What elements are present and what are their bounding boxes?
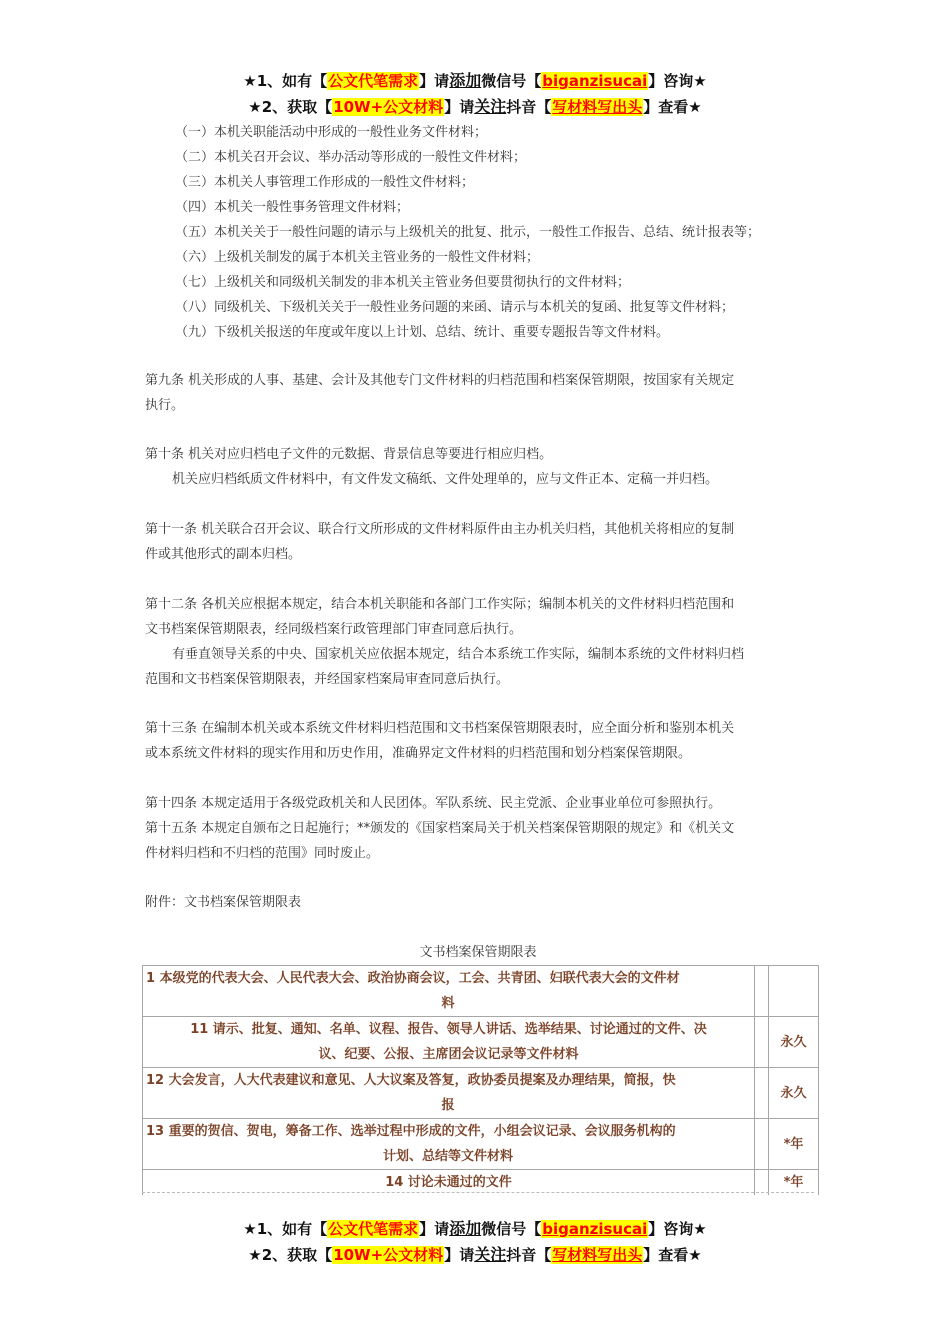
promo-highlight: 10W+公文材料 [333,1246,444,1264]
table-cell-period: *年 [769,1170,819,1196]
table-cell-period: *年 [769,1119,819,1170]
table-cell-content: 1 本级党的代表大会、人民代表大会、政治协商会议，工会、共青团、妇联代表大会的文件材 料 [143,966,755,1017]
list-item: （三）本机关人事管理工作形成的一般性文件材料； [175,175,475,190]
article-13: 第十三条 在编制本机关或本系统文件材料归档范围和文书档案保管期限表时，应全面分析和鉴别本机关 或本系统文件材料的现实作用和历史作用，准确界定文件材料的归档范围和划分档案保管期限。 [145,721,735,761]
page-break-divider [142,1192,814,1193]
article-14-15: 第十四条 本规定适用于各级党政机关和人民团体。军队系统、民主党派、企业事业单位可参照执行。 第十五条 本规定自颁布之日起施行；**颁发的《国家档案局关于机关档案保管期限的规定》和《机关文 件材料归档和不归档的范围》同时废止。 [145,796,735,861]
promo-banner-bottom [0,1216,950,1268]
promo-highlight: 10W+公文材料 [333,98,444,116]
table-cell-content: 11 请示、批复、通知、名单、议程、报告、领导人讲话、选举结果、讨论通过的文件、决 议、纪要、公报、主席团会议记录等文件材料 [143,1017,755,1068]
promo-underlined-text: 添加 [449,71,482,90]
table-row [143,966,819,1017]
list-item: （六）上级机关制发的属于本机关主管业务的一般性文件材料； [175,250,540,265]
promo-underlined-text: 关注 [474,97,507,116]
list-item: （四）本机关一般性事务管理文件材料； [175,200,410,215]
article-10: 第十条 机关对应归档电子文件的元数据、背景信息等要进行相应归档。 机关应归档纸质文件材料中，有文件发文稿纸、文件处理单的，应与文件正本、定稿一并归档。 [145,447,719,487]
list-item: （五）本机关关于一般性问题的请示与上级机关的批复、批示，一般性工作报告、总结、统计报表等； [175,225,761,240]
wechat-id: biganzisucai [542,1220,648,1238]
promo-underlined-text: 添加 [449,1219,482,1238]
table-row [143,1119,819,1170]
promo-line-2: ★2、获取【10W+公文材料】请关注抖音【写材料写出头】查看★ [248,97,702,116]
table-cell-blank [755,1017,769,1068]
douyin-account: 写材料写出头 [552,1246,643,1264]
list-item: （一）本机关职能活动中形成的一般性业务文件材料； [175,125,488,140]
list-item: （九）下级机关报送的年度或年度以上计划、总结、统计、重要专题报告等文件材料。 [175,325,670,340]
archive-scope-list [175,120,760,345]
table-title: 文书档案保管期限表 [419,945,537,960]
table-row [143,1017,819,1068]
table-cell-period: 永久 [769,1017,819,1068]
table-cell-blank [755,1068,769,1119]
promo-highlight: 公文代笔需求 [328,72,419,90]
table-cell-period: 永久 [769,1068,819,1119]
list-item: （八）同级机关、下级机关关于一般性业务问题的来函、请示与本机关的复函、批复等文件材料； [175,300,735,315]
table-row [143,1068,819,1119]
promo-underlined-text: 关注 [474,1245,507,1264]
table-cell-period [769,966,819,1017]
table-cell-content: 13 重要的贺信、贺电，筹备工作、选举过程中形成的文件，小组会议记录、会议服务机构的 计划、总结等文件材料 [143,1119,755,1170]
article-11: 第十一条 机关联合召开会议、联合行文所形成的文件材料原件由主办机关归档，其他机关将相应的复制 件或其他形式的副本归档。 [145,522,735,562]
list-item: （二）本机关召开会议、举办活动等形成的一般性文件材料； [175,150,527,165]
table-cell-content: 14 讨论未通过的文件 [143,1170,755,1196]
article-9: 第九条 机关形成的人事、基建、会计及其他专门文件材料的归档范围和档案保管期限，按国家有关规定 执行。 [145,373,735,413]
promo-banner-top [0,68,950,120]
promo-line-1: ★1、如有【公文代笔需求】请添加微信号【biganzisucai】咨询★ [243,1219,707,1238]
promo-line-2: ★2、获取【10W+公文材料】请关注抖音【写材料写出头】查看★ [248,1245,702,1264]
wechat-id: biganzisucai [542,72,648,90]
list-item: （七）上级机关和同级机关制发的非本机关主管业务但要贯彻执行的文件材料； [175,275,631,290]
table-cell-content: 12 大会发言，人大代表建议和意见、人大议案及答复，政协委员提案及办理结果，简报，快 报 [143,1068,755,1119]
article-12: 第十二条 各机关应根据本规定，结合本机关职能和各部门工作实际；编制本机关的文件材料归档范围和 文书档案保管期限表，经同级档案行政管理部门审查同意后执行。 有垂直领导关系的中央、国家机关应依据本规定，结合本系统工作实际，编制本系统的文件材料归档 范围和文书档案保管期限表，并经国家档案局审查同意后执行。 [145,597,745,687]
table-cell-blank [755,1119,769,1170]
douyin-account: 写材料写出头 [552,98,643,116]
promo-line-1: ★1、如有【公文代笔需求】请添加微信号【biganzisucai】咨询★ [243,71,707,90]
retention-table [142,965,819,1195]
promo-highlight: 公文代笔需求 [328,1220,419,1238]
attachment-note: 附件：文书档案保管期限表 [145,895,302,910]
table-cell-blank [755,966,769,1017]
